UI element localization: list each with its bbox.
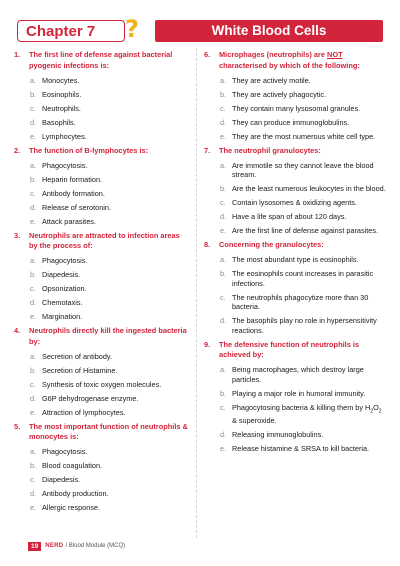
question-stem bbox=[14, 146, 188, 157]
answer-option bbox=[220, 365, 388, 384]
option-text: Basophils. bbox=[42, 117, 76, 127]
question-stem bbox=[14, 422, 188, 443]
option-text: They contain many lysosomal granules. bbox=[232, 103, 361, 113]
answer-option bbox=[30, 461, 188, 471]
option-text: Antibody formation. bbox=[42, 188, 105, 198]
question-text: Neutrophils directly kill the ingested bacteria by: bbox=[29, 326, 187, 346]
question-number: 4. bbox=[14, 326, 21, 335]
option-text: Blood coagulation. bbox=[42, 461, 103, 470]
answer-option bbox=[30, 503, 188, 513]
subscript: 2 bbox=[370, 407, 374, 414]
option-text: Phagocytosis. bbox=[42, 160, 88, 170]
option-letter: c. bbox=[30, 103, 36, 113]
option-letter: d. bbox=[220, 117, 227, 127]
question-mark-icon: ? bbox=[125, 15, 139, 43]
option-letter: b. bbox=[220, 269, 227, 278]
chapter-box bbox=[17, 20, 125, 42]
answer-option bbox=[30, 489, 188, 499]
answer-option bbox=[30, 217, 188, 227]
question-stem bbox=[14, 50, 188, 71]
option-text: Synthesis of toxic oxygen molecules. bbox=[42, 379, 162, 389]
option-letter: a. bbox=[30, 351, 37, 361]
question-text: The first line of defense against bacterial pyogenic infections is: bbox=[29, 50, 173, 70]
question-text: The defensive function of neutrophils is achieved by: bbox=[219, 339, 360, 359]
option-list bbox=[204, 76, 388, 142]
option-letter: a. bbox=[30, 447, 37, 456]
answer-option bbox=[30, 284, 188, 294]
option-letter: e. bbox=[220, 131, 227, 141]
answer-option bbox=[30, 408, 188, 418]
option-letter: b. bbox=[30, 270, 37, 279]
answer-option bbox=[220, 269, 388, 288]
option-letter: d. bbox=[220, 430, 227, 440]
answer-option bbox=[220, 430, 388, 440]
option-text-part: & superoxide. bbox=[232, 416, 277, 426]
option-text: They can produce immunoglobulins. bbox=[232, 117, 350, 127]
option-letter: b. bbox=[30, 174, 37, 184]
option-letter: c. bbox=[220, 103, 226, 113]
question-number: 2. bbox=[14, 145, 21, 155]
question-block bbox=[14, 231, 188, 322]
option-letter: b. bbox=[30, 461, 37, 470]
option-text: The neutrophils phagocytize more than 30 bacteria. bbox=[232, 292, 369, 311]
option-text: Attack parasites. bbox=[42, 216, 96, 226]
question-number: 1. bbox=[14, 50, 21, 59]
option-text: Phagocytosis. bbox=[42, 256, 88, 265]
question-text-part: characterised by which of the following: bbox=[219, 60, 360, 70]
answer-option bbox=[220, 104, 388, 114]
subscript: 2 bbox=[378, 407, 382, 414]
option-letter: e. bbox=[220, 226, 227, 235]
option-text: Contain lysosomes & oxidizing agents. bbox=[232, 198, 357, 207]
option-text: Are the least numerous leukocytes in the blood. bbox=[232, 184, 386, 193]
footer-text: / Blood Module (MCQ) bbox=[65, 543, 126, 549]
option-letter: e. bbox=[30, 216, 37, 226]
answer-option bbox=[30, 270, 188, 280]
option-letter: d. bbox=[30, 393, 37, 403]
question-block bbox=[14, 326, 188, 417]
chapter-header bbox=[17, 15, 383, 43]
question-group bbox=[204, 146, 388, 336]
answer-option bbox=[220, 161, 388, 180]
answer-option bbox=[30, 104, 188, 114]
answer-option bbox=[30, 76, 188, 86]
option-text: Releasing immunoglobulins. bbox=[232, 430, 324, 440]
option-letter: c. bbox=[220, 292, 226, 302]
answer-option bbox=[220, 255, 388, 265]
option-letter: c. bbox=[220, 198, 226, 207]
answer-option bbox=[220, 76, 388, 86]
option-text: Allergic response. bbox=[42, 503, 100, 512]
option-text: They are the most numerous white cell type. bbox=[232, 131, 376, 141]
right-column bbox=[204, 50, 388, 458]
answer-option bbox=[30, 256, 188, 266]
question-stem bbox=[204, 146, 388, 157]
option-list bbox=[204, 365, 388, 454]
answer-option bbox=[30, 366, 188, 376]
option-letter: c. bbox=[220, 402, 226, 412]
question-text: Neutrophils are attracted to infection areas by the process of: bbox=[29, 230, 180, 250]
option-letter: c. bbox=[30, 475, 36, 484]
question-block bbox=[14, 50, 188, 141]
option-letter: b. bbox=[220, 388, 227, 398]
answer-option bbox=[220, 132, 388, 142]
answer-option bbox=[30, 203, 188, 213]
answer-option bbox=[220, 212, 388, 222]
option-letter: a. bbox=[30, 160, 37, 170]
answer-option bbox=[30, 447, 188, 457]
option-letter: b. bbox=[220, 89, 227, 99]
answer-option bbox=[30, 132, 188, 142]
option-text: Playing a major role in humoral immunity. bbox=[232, 388, 366, 398]
option-letter: d. bbox=[30, 298, 37, 307]
option-letter: a. bbox=[30, 75, 37, 85]
option-text: Eosinophils. bbox=[42, 89, 82, 99]
answer-option bbox=[30, 189, 188, 199]
answer-option bbox=[30, 312, 188, 322]
answer-option bbox=[220, 198, 388, 208]
option-letter: d. bbox=[30, 117, 37, 127]
option-letter: a. bbox=[220, 365, 227, 374]
option-text: Diapedesis. bbox=[42, 475, 81, 484]
question-stem bbox=[204, 50, 388, 71]
option-text: The most abundant type is eosinophils. bbox=[232, 255, 359, 264]
left-column bbox=[14, 50, 188, 517]
answer-option bbox=[220, 444, 388, 454]
question-text: The neutrophil granulocytes: bbox=[219, 145, 321, 155]
option-letter: c. bbox=[30, 284, 36, 293]
option-text: Heparin formation. bbox=[42, 174, 103, 184]
question-number: 3. bbox=[14, 230, 21, 240]
option-text: Margination. bbox=[42, 312, 83, 321]
option-letter: a. bbox=[220, 75, 227, 85]
option-text: Have a life span of about 120 days. bbox=[232, 212, 347, 221]
question-text: The most important function of neutrophils & monocytes is: bbox=[29, 421, 188, 441]
page-footer bbox=[28, 541, 125, 551]
option-text: Antibody production. bbox=[42, 489, 109, 498]
brand-logo: NERD bbox=[45, 543, 64, 549]
option-text: Are the first line of defense against parasites. bbox=[232, 226, 379, 235]
option-text: Being macrophages, which destroy large particles. bbox=[232, 365, 364, 384]
option-letter: b. bbox=[30, 365, 37, 375]
option-text: Chemotaxis. bbox=[42, 298, 83, 307]
option-letter: e. bbox=[30, 131, 37, 141]
answer-option bbox=[30, 380, 188, 390]
option-text: Neutrophils. bbox=[42, 103, 81, 113]
option-letter: e. bbox=[30, 312, 37, 321]
option-text-part: O bbox=[373, 402, 379, 412]
question-text: Concerning the granulocytes: bbox=[219, 240, 324, 249]
answer-option bbox=[30, 90, 188, 100]
question-number: 8. bbox=[204, 240, 211, 249]
option-text: They are actively phagocytic. bbox=[232, 89, 327, 99]
answer-option bbox=[220, 389, 388, 399]
answer-option bbox=[220, 226, 388, 236]
question-text: The function of B-lymphocytes is: bbox=[29, 145, 149, 155]
option-letter: e. bbox=[220, 444, 227, 454]
answer-option bbox=[30, 175, 188, 185]
answer-option bbox=[220, 403, 388, 426]
answer-option bbox=[30, 475, 188, 485]
question-block bbox=[204, 240, 388, 335]
answer-option bbox=[30, 298, 188, 308]
option-text: The eosinophils count increases in parasitic infections. bbox=[232, 269, 374, 288]
answer-option bbox=[220, 118, 388, 128]
option-text: Secretion of antibody. bbox=[42, 351, 113, 361]
question-text bbox=[219, 50, 388, 71]
option-text: Opsonization. bbox=[42, 284, 87, 293]
chapter-title-bar bbox=[155, 20, 383, 42]
chapter-label: Chapter 7 bbox=[26, 23, 96, 40]
answer-option bbox=[30, 352, 188, 362]
option-text: The basophils play no role in hypersensitivity reactions. bbox=[232, 316, 377, 335]
option-letter: a. bbox=[220, 160, 227, 170]
column-divider bbox=[196, 48, 197, 538]
option-letter: d. bbox=[220, 316, 227, 325]
option-text: Monocytes. bbox=[42, 75, 80, 85]
question-6 bbox=[204, 50, 388, 141]
question-block bbox=[14, 422, 188, 513]
option-text: Lymphocytes. bbox=[42, 131, 87, 141]
question-stem bbox=[14, 326, 188, 347]
question-number: 9. bbox=[204, 339, 211, 349]
answer-option bbox=[220, 184, 388, 194]
question-block bbox=[204, 146, 388, 236]
question-text-underlined: NOT bbox=[327, 50, 343, 59]
option-text: They are actively motile. bbox=[232, 75, 311, 85]
question-number: 6. bbox=[204, 50, 211, 59]
question-number: 5. bbox=[14, 421, 21, 431]
option-text-part: Phagocytosing bacteria & killing them by H bbox=[232, 402, 371, 412]
option-letter: b. bbox=[220, 184, 227, 193]
answer-option bbox=[220, 293, 388, 312]
question-stem bbox=[14, 231, 188, 252]
option-letter: c. bbox=[30, 379, 36, 389]
question-stem bbox=[204, 240, 388, 251]
option-letter: e. bbox=[30, 503, 37, 512]
option-letter: b. bbox=[30, 89, 37, 99]
option-letter: a. bbox=[30, 256, 37, 265]
answer-option bbox=[30, 161, 188, 171]
answer-option bbox=[30, 394, 188, 404]
option-text: Secretion of Histamine. bbox=[42, 365, 118, 375]
answer-option bbox=[220, 90, 388, 100]
answer-option bbox=[220, 316, 388, 335]
option-letter: e. bbox=[30, 407, 37, 417]
option-letter: a. bbox=[220, 255, 227, 264]
chapter-title: White Blood Cells bbox=[211, 23, 327, 38]
option-letter: d. bbox=[30, 202, 37, 212]
question-text-part: Microphages (neutrophils) are bbox=[219, 50, 328, 59]
option-text: Are immotile so they cannot leave the blood stream. bbox=[232, 160, 374, 179]
option-text bbox=[232, 403, 388, 426]
option-text: Diapedesis. bbox=[42, 270, 81, 279]
option-text: Phagocytosis. bbox=[42, 447, 88, 456]
option-text: G6P dehydrogenase enzyme. bbox=[42, 393, 139, 403]
question-number: 7. bbox=[204, 145, 211, 155]
question-block bbox=[14, 146, 188, 227]
option-text: Attraction of lymphocytes. bbox=[42, 407, 126, 417]
answer-option bbox=[30, 118, 188, 128]
option-letter: c. bbox=[30, 188, 36, 198]
option-letter: d. bbox=[220, 212, 227, 221]
page-number: 19 bbox=[28, 542, 41, 551]
option-text: Release histamine & SRSA to kill bacteria. bbox=[232, 444, 370, 454]
question-9 bbox=[204, 340, 388, 454]
question-stem bbox=[204, 340, 388, 361]
option-letter: d. bbox=[30, 489, 37, 498]
option-text: Release of serotonin. bbox=[42, 202, 111, 212]
